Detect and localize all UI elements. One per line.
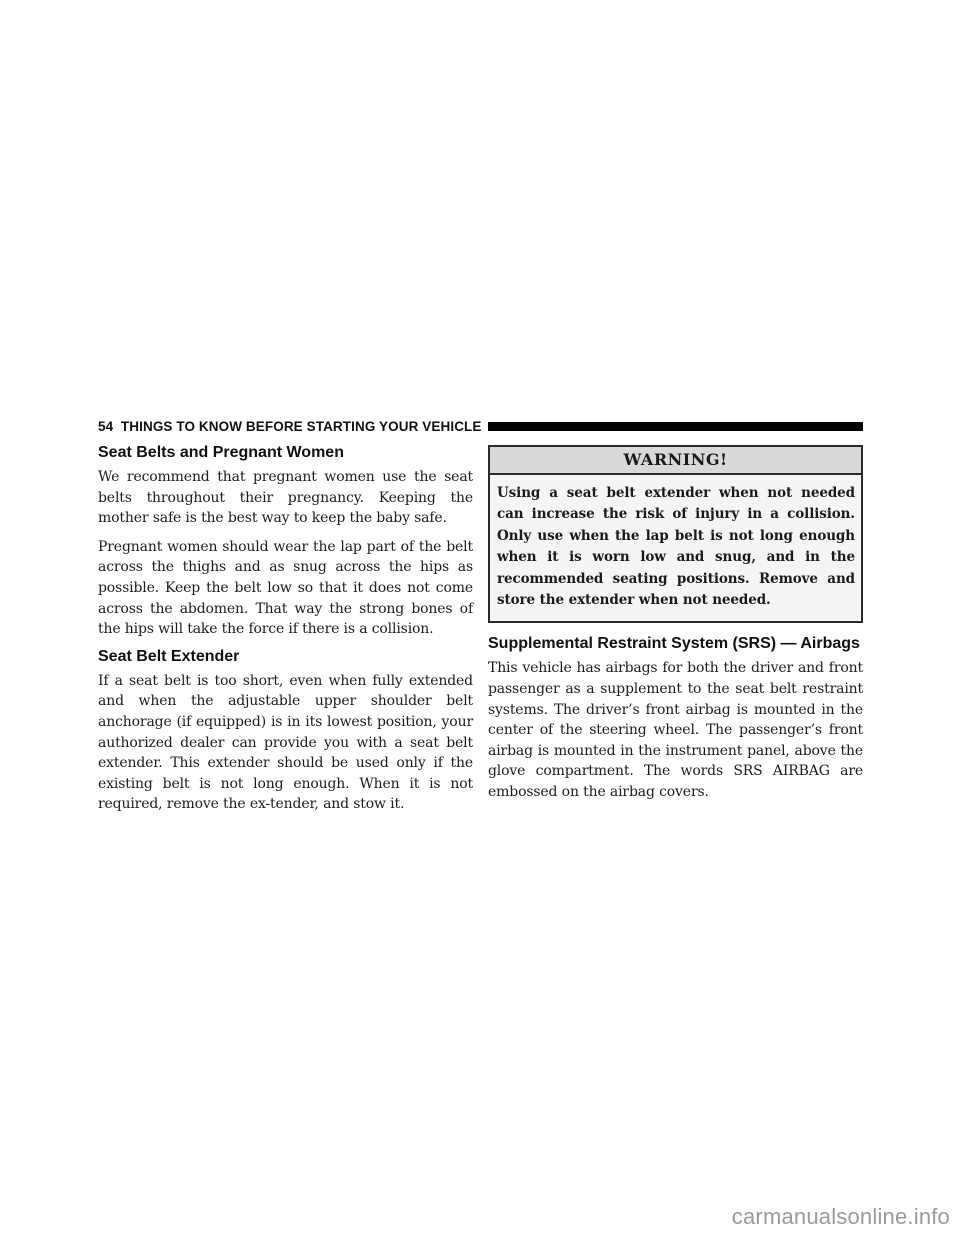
- page-number: 54: [98, 418, 114, 434]
- warning-body: Using a seat belt extender when not needed can increase the risk of injury in a collision. Only use when the lap belt is not long enough when it is worn low and snug, and in the recommended seating positions. Remove and store the extender when not needed.: [497, 485, 855, 609]
- paragraph: If a seat belt is too short, even when fully extended and when the adjustable upper shoulder belt anchorage (if equipped) is in its lowest position, your authorized dealer can provide you with a seat belt extender. This extender should be used only if the existing belt is not long enough. When it is not required, remove the ex-tender, and stow it.: [98, 672, 473, 813]
- paragraph: This vehicle has airbags for both the driver and front passenger as a supplement to the seat belt restraint systems. The driver’s front airbag is mounted in the center of the steering wheel. The passenger’s front airbag is mounted in the instrument panel, above the glove compartment. The words SRS AIRBAG are embossed on the airbag covers.: [488, 660, 863, 800]
- chapter-title: THINGS TO KNOW BEFORE STARTING YOUR VEHICLE: [120, 418, 482, 434]
- warning-box: [488, 445, 863, 623]
- warning-title: WARNING!: [490, 447, 861, 475]
- page-number-and-chapter-title: [98, 419, 482, 434]
- section-heading-belt-extender: Seat Belt Extender: [98, 647, 240, 665]
- paragraph: Pregnant women should wear the lap part of the belt across the thighs and as snug across the hips as possible. Keep the belt low so that it does not come across the abdomen. That way the strong bones of the hips will take the force if there is a collision.: [98, 538, 473, 638]
- left-column: [98, 438, 473, 823]
- header-rule: [488, 422, 864, 431]
- section-heading-airbags: Supplemental Restraint System (SRS) — Airbags: [488, 635, 860, 653]
- watermark: carmanualsonline.info: [731, 1204, 950, 1229]
- right-column: [488, 438, 863, 811]
- paragraph: We recommend that pregnant women use the seat belts throughout their pregnancy. Keeping the mother safe is the best way to keep the baby safe.: [98, 469, 473, 527]
- section-heading-pregnant-women: Seat Belts and Pregnant Women: [98, 444, 344, 461]
- page-header: [98, 416, 863, 436]
